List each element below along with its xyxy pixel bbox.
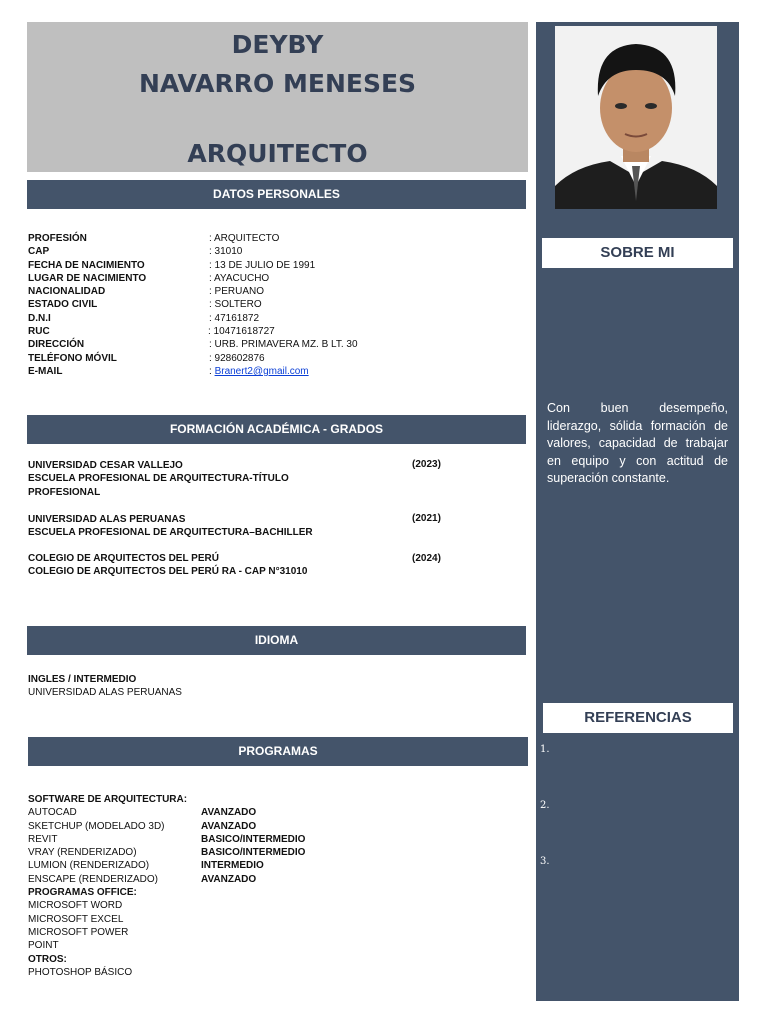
personal-label: DIRECCIÓN — [28, 339, 85, 351]
software-row — [28, 859, 428, 872]
personal-label: NACIONALIDAD — [28, 286, 106, 298]
email-label: E-MAIL — [28, 365, 63, 377]
office-heading: PROGRAMAS OFFICE: — [28, 887, 137, 899]
software-level: BASICO/INTERMEDIO — [201, 833, 306, 845]
personal-value: : 31010 — [209, 246, 243, 258]
email-prefix: : — [209, 365, 212, 377]
personal-row — [28, 285, 428, 298]
software-name: REVIT — [28, 833, 58, 845]
personal-row — [28, 365, 428, 378]
personal-row — [28, 298, 428, 311]
section-language-title: IDIOMA — [27, 626, 526, 655]
office-item: MICROSOFT WORD — [28, 900, 123, 912]
education-item — [28, 459, 448, 499]
other-item: PHOTOSHOP BÁSICO — [28, 966, 133, 978]
education-institution: UNIVERSIDAD CESAR VALLEJO — [28, 460, 183, 471]
software-name: LUMION (RENDERIZADO) — [28, 860, 150, 872]
header-block — [27, 22, 528, 172]
personal-value: : SOLTERO — [209, 299, 262, 311]
personal-label: CAP — [28, 246, 50, 258]
software-row — [28, 806, 428, 819]
education-item — [28, 513, 448, 540]
education-year: (2023) — [412, 459, 441, 470]
education-institution: COLEGIO DE ARQUITECTOS DEL PERÚ — [28, 553, 219, 564]
education-year: (2024) — [412, 553, 441, 564]
personal-label: TELÉFONO MÓVIL — [28, 352, 117, 364]
education-degree: COLEGIO DE ARQUITECTOS DEL PERÚ RA - CAP N°31010 — [28, 566, 308, 578]
office-item: MICROSOFT EXCEL — [28, 913, 124, 925]
language-institution: UNIVERSIDAD ALAS PERUANAS — [28, 687, 182, 699]
personal-label: D.N.I — [28, 312, 51, 324]
software-name: ENSCAPE (RENDERIZADO) — [28, 873, 159, 885]
software-row — [28, 820, 428, 833]
personal-row — [28, 232, 428, 245]
personal-value: : ARQUITECTO — [209, 233, 280, 244]
personal-info-list — [28, 232, 428, 378]
personal-value: : PERUANO — [209, 286, 265, 298]
language-level: INGLES / INTERMEDIO — [28, 674, 137, 685]
personal-value: : 47161872 — [209, 312, 260, 324]
personal-value: : 10471618727 — [208, 326, 275, 338]
personal-label: PROFESIÓN — [28, 233, 87, 244]
education-degree-cont: PROFESIONAL — [28, 486, 101, 498]
references-title: REFERENCIAS — [543, 703, 733, 733]
office-item: POINT — [28, 940, 59, 952]
software-level: BASICO/INTERMEDIO — [201, 847, 306, 859]
personal-value: : URB. PRIMAVERA MZ. B LT. 30 — [209, 339, 358, 351]
office-item: MICROSOFT POWER — [28, 926, 129, 938]
education-degree: ESCUELA PROFESIONAL DE ARQUITECTURA–BACHILLER — [28, 527, 313, 539]
personal-label: RUC — [28, 326, 50, 338]
personal-row — [28, 352, 428, 365]
last-name: NAVARRO MENESES — [138, 69, 417, 98]
software-level: AVANZADO — [201, 807, 257, 819]
software-row — [28, 833, 428, 846]
software-row — [28, 873, 428, 886]
personal-value: : AYACUCHO — [209, 272, 270, 284]
first-name: DEYBY — [231, 30, 324, 59]
personal-label: LUGAR DE NACIMIENTO — [28, 272, 147, 284]
personal-label: FECHA DE NACIMIENTO — [28, 259, 145, 271]
about-title: SOBRE MI — [542, 238, 733, 268]
education-institution: UNIVERSIDAD ALAS PERUANAS — [28, 514, 186, 525]
section-programs-title: PROGRAMAS — [28, 737, 528, 766]
software-level: AVANZADO — [201, 820, 257, 832]
programs-list — [28, 793, 428, 979]
personal-row — [28, 272, 428, 285]
reference-item: 1. — [540, 744, 550, 755]
personal-row — [28, 259, 428, 272]
personal-row — [28, 245, 428, 258]
about-text: Con buen desempeño, liderazgo, sólida formación de valores, capacidad de trabajar en equipo y con actitud de superación constante. — [547, 401, 728, 486]
software-name: AUTOCAD — [28, 807, 77, 819]
education-item — [28, 552, 448, 579]
job-title: ARQUITECTO — [187, 139, 368, 168]
email-link[interactable]: Branert2@gmail.com — [214, 365, 309, 377]
person-icon — [555, 26, 717, 209]
reference-item: 2. — [540, 800, 550, 811]
profile-photo — [555, 26, 717, 209]
personal-label: ESTADO CIVIL — [28, 299, 98, 311]
software-row — [28, 846, 428, 859]
software-level: INTERMEDIO — [201, 860, 264, 872]
reference-item: 3. — [540, 856, 550, 867]
software-level: AVANZADO — [201, 873, 257, 885]
section-personal-title: DATOS PERSONALES — [27, 180, 526, 209]
education-degree: ESCUELA PROFESIONAL DE ARQUITECTURA-TÍTULO — [28, 473, 289, 485]
language-block — [28, 673, 328, 700]
personal-row — [28, 312, 428, 325]
section-education-title: FORMACIÓN ACADÉMICA - GRADOS — [27, 415, 526, 444]
software-heading: SOFTWARE DE ARQUITECTURA: — [28, 794, 188, 805]
personal-row — [28, 338, 428, 351]
education-year: (2021) — [412, 513, 441, 524]
other-heading: OTROS: — [28, 953, 67, 965]
software-name: SKETCHUP (MODELADO 3D) — [28, 820, 165, 832]
personal-value: : 13 DE JULIO DE 1991 — [209, 259, 316, 271]
personal-row — [28, 325, 428, 338]
software-name: VRAY (RENDERIZADO) — [28, 847, 137, 859]
personal-value: : 928602876 — [209, 352, 265, 364]
